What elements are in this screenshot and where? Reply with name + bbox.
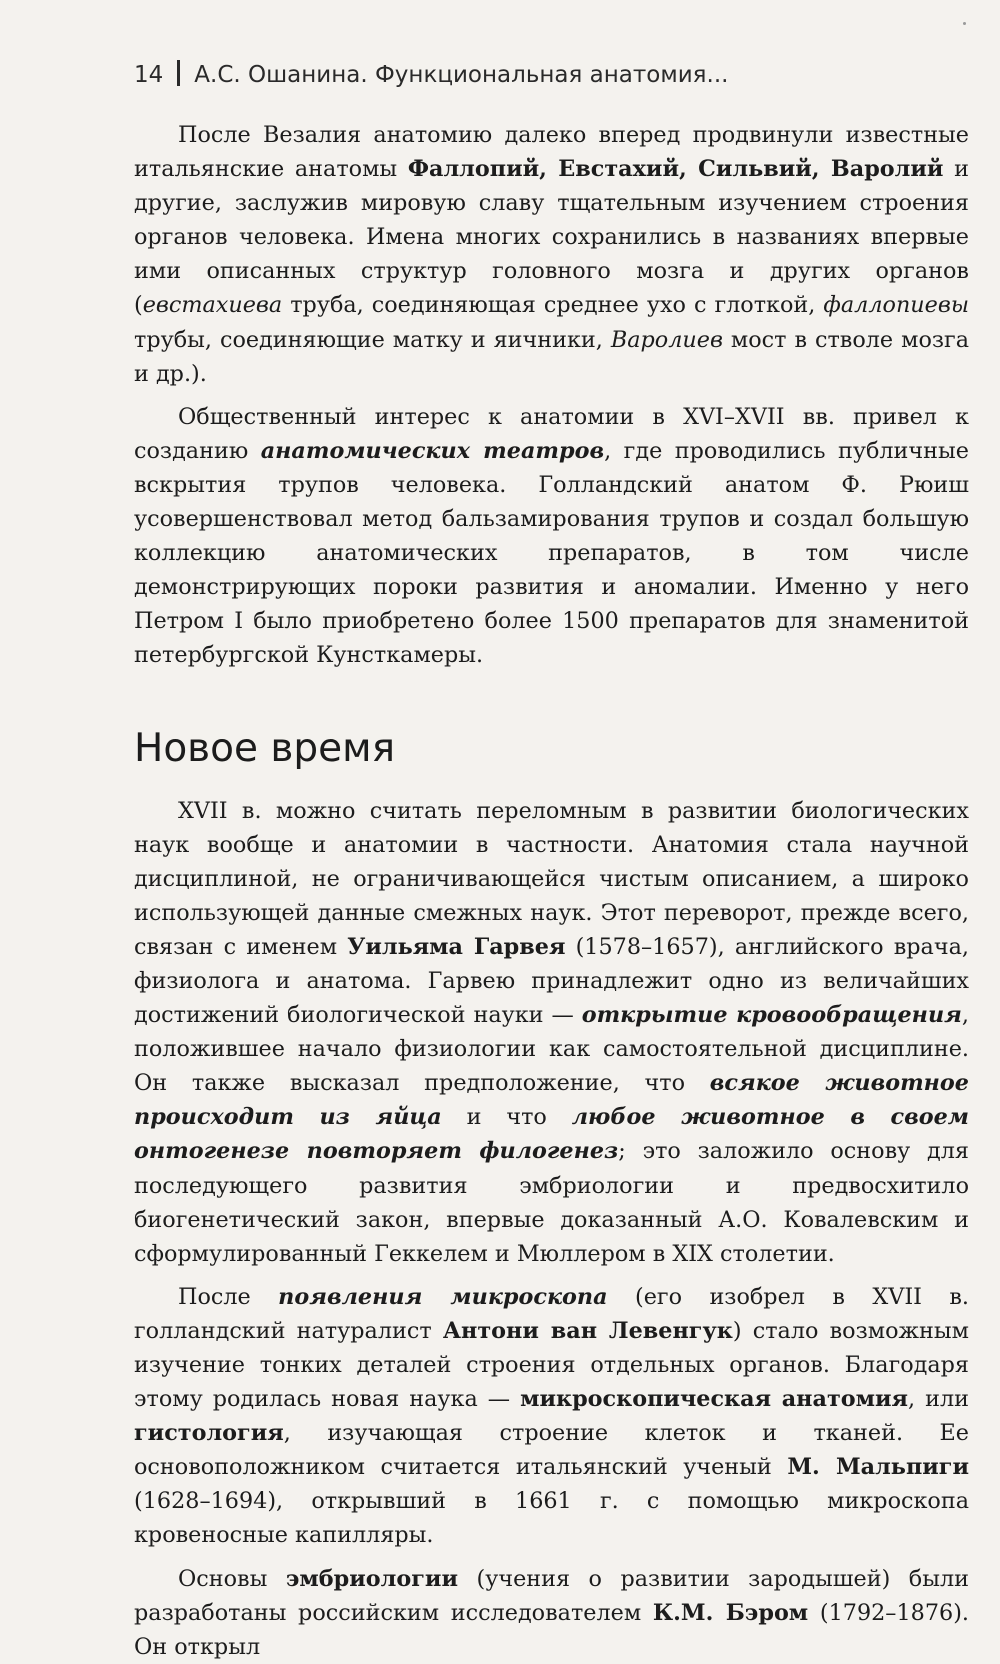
term-histology: гистология [134,1420,284,1447]
paragraph-anatomical-theaters: Общественный интерес к анатомии в XVI–XVII вв. привел к созданию анатомических театров, где проводились публичные вскрытия трупов человека. Голландский анатом Ф. Рюиш усовершенствовал метод бальзамирования трупов и создал большую коллекцию анатомических препаратов, в том числе демонстрирующих пороки развития и аномалии. Именно у него Петром I было приобретено более 1500 препаратов для знаменитой петербургской Кунсткамеры. [134,403,969,669]
page-number: 14 [134,62,164,88]
name-leeuwenhoek: Антони ван Левенгук [442,1317,733,1344]
name-malpighi: М. Мальпиги [787,1454,970,1481]
header-separator [177,60,180,86]
paragraph-harvey: XVII в. можно считать переломным в развитии биологических наук вообще и анатомии в частности. Анатомия стала научной дисциплиной, не ограничивающейся чистым описанием, а широко использующей данные смежных наук. Этот переворот, прежде всего, связан с именем Уильяма Гарвея (1578–1657), английского врача, физиолога и анатома. Гарвею принадлежит одно из величайших достижений биологической науки — открытие кровообращения, положившее начало физиологии как самостоятельной дисциплине. Он также высказал предположение, что всякое животное происходит из яйца и что любое животное в своем онтогенезе повторяет филогенез; это заложило основу для последующего развития эмбриологии и предвосхитило биогенетический закон, впервые доказанный А.О. Ковалевским и сформулированный Геккелем и Мюллером в XIX столетии. [134,797,969,1267]
term-varolian: Варолиев [610,326,723,353]
term-anatomical-theaters: анатомических театров [260,437,605,464]
main-text [134,118,969,1664]
term-microscopic-anatomy: микроскопическая анатомия [520,1386,909,1413]
paragraph-embryology: Основы эмбриологии (учения о развитии зародышей) были разработаны российским исследователем К.М. Бэром (1792–1876). Он открыл [134,1565,969,1660]
term-embryology: эмбриологии [285,1565,459,1592]
name-baer: К.М. Бэром [652,1599,809,1626]
term-microscope: появления микроскопа [278,1283,608,1310]
name-harvey: Уильяма Гарвея [347,933,566,960]
running-title: А.С. Ошанина. Функциональная анатомия... [194,62,729,88]
term-fallopian: фаллопиевы [823,292,969,319]
section-heading: Новое время [134,725,396,771]
scan-speck [963,22,966,25]
running-header [134,60,934,88]
paragraph-microscope: После появления микроскопа (его изобрел в XVII в. голландский натуралист Антони ван Левенгук) стало возможным изучение тонких деталей строения отдельных органов. Благодаря этому родилась новая наука — микроскопическая анатомия, или гистология, изучающая строение клеток и тканей. Ее основоположником считается итальянский ученый М. Мальпиги (1628–1694), открывший в 1661 г. с помощью микроскопа кровеносные капилляры. [134,1283,970,1549]
term-ontogenesis: любое животное в своем онтогенезе повторяет филогенез [134,1104,969,1165]
paragraph-vesalius-followers: После Везалия анатомию далеко вперед продвинули известные итальянские анатомы Фаллопий, Евстахий, Сильвий, Варолий и другие, заслужив мировую славу тщательным изучением строения органов человека. Имена многих сохранились в названиях впервые ими описанных структур головного мозга и других органов (евстахиева труба, соединяющая среднее ухо с глоткой, фаллопиевы трубы, соединяющие матку и яичники, Варолиев мост в стволе мозга и др.). [134,122,970,387]
term-circulation: открытие кровообращения [581,1002,962,1029]
term-egg: всякое животное происходит из яйца [134,1070,969,1131]
anatomists-names: Фаллопий, Евстахий, Сильвий, Варолий [407,156,944,183]
term-eustachian: евстахиева [142,292,283,319]
